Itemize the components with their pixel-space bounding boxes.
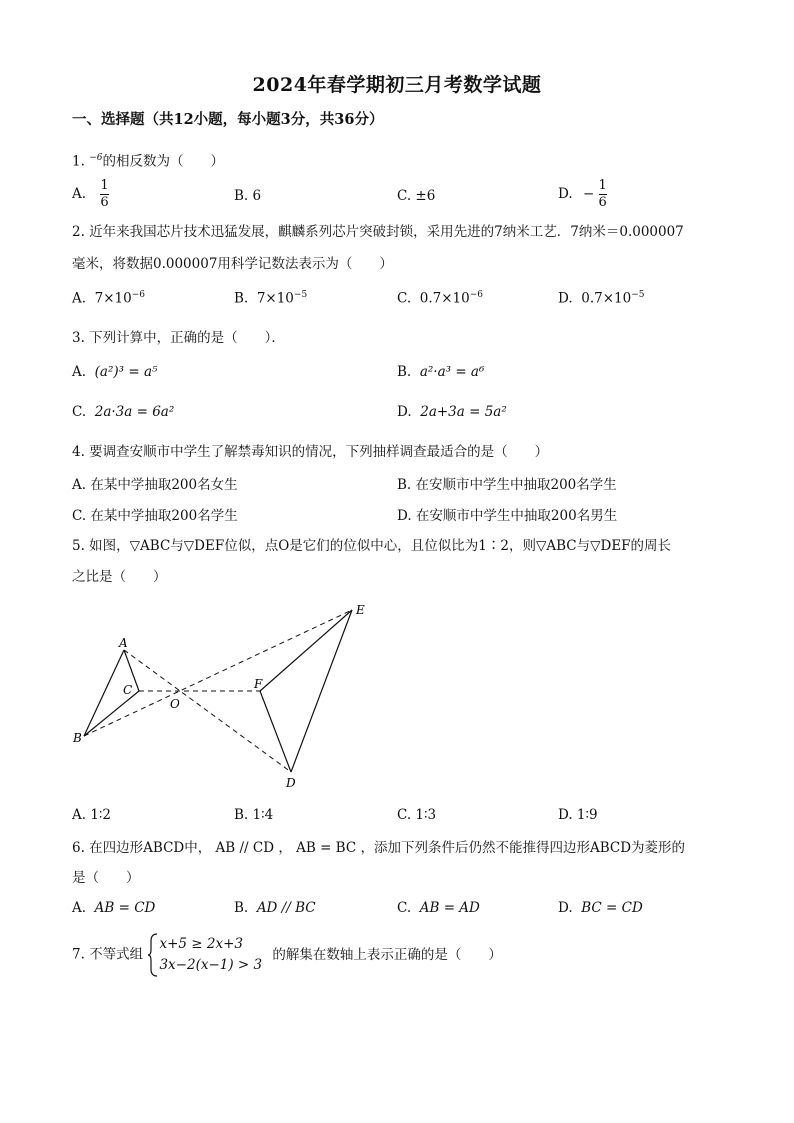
option-label: A. — [72, 364, 87, 380]
option-label: D. — [558, 900, 573, 916]
q1-option-d[interactable] — [558, 178, 607, 211]
option-expression: (a²)³ = a⁵ — [94, 364, 158, 380]
fraction — [599, 178, 607, 211]
option-label: A. — [72, 186, 87, 202]
section-heading-choice: 一、选择题（共12小题，每小题3分，共36分） — [72, 111, 384, 128]
q4-option-c[interactable]: C. 在某中学抽取200名学生 — [72, 508, 238, 524]
segment-fe — [260, 610, 352, 691]
label-b: B — [73, 731, 82, 745]
option-label: B. — [234, 290, 249, 307]
option-base: 0.7×10 — [419, 290, 470, 307]
q5-option-c[interactable]: C. 1∶3 — [397, 807, 437, 823]
option-expression: a²·a³ = a⁶ — [419, 364, 485, 380]
question-text: 的相反数为（ ） — [102, 153, 224, 170]
label-c: C — [123, 683, 133, 697]
q1-option-b[interactable]: B. 6 — [234, 188, 262, 204]
label-d: D — [286, 776, 296, 790]
question-suffix: 的解集在数轴上表示正确的是（ ） — [272, 946, 502, 963]
brace-icon — [147, 933, 159, 977]
option-base: 7×10 — [256, 290, 294, 307]
q2-option-a[interactable] — [72, 290, 145, 307]
dashed-line-ad — [124, 650, 291, 772]
question-5-line-2: 之比是（ ） — [72, 569, 167, 585]
q3-option-c[interactable] — [72, 404, 174, 420]
option-label: D. — [558, 290, 573, 307]
question-7 — [72, 933, 502, 977]
denominator: 6 — [598, 195, 607, 210]
inequality-2: 3x−2(x−1) > 3 — [159, 957, 263, 973]
option-label: B. — [234, 900, 249, 916]
inequality-lines — [159, 934, 262, 976]
option-expression: AD // BC — [256, 900, 316, 916]
option-expression: 2a·3a = 6a² — [94, 404, 175, 420]
option-exponent: −5 — [293, 290, 308, 300]
question-4: 4. 要调查安顺市中学生了解禁毒知识的情况，下列抽样调查最适合的是（ ） — [72, 444, 549, 460]
segment-bc — [84, 691, 139, 736]
fraction — [100, 178, 108, 211]
option-label: B. — [397, 364, 412, 380]
question-number: 1. — [72, 153, 85, 170]
q1-option-a[interactable] — [72, 178, 109, 211]
denominator: 6 — [100, 195, 109, 210]
minus-sign: − — [582, 186, 595, 202]
q1-option-c[interactable]: C. ±6 — [397, 188, 436, 204]
label-o: O — [170, 697, 180, 711]
question-5-line-1: 5. 如图，▽ABC与▽DEF位似，点O是它们的位似中心，且位似比为1∶2，则▽ABC与▽DEF的周长 — [72, 538, 672, 554]
question-prefix: 7. 不等式组 — [72, 946, 144, 963]
q3-option-a[interactable] — [72, 364, 157, 380]
q6-option-b[interactable] — [234, 900, 316, 916]
option-label: D. — [397, 404, 412, 420]
q6-option-c[interactable] — [397, 900, 480, 916]
option-expression: AB = CD — [94, 900, 156, 916]
q4-option-a[interactable]: A. 在某中学抽取200名女生 — [72, 477, 238, 493]
q6-option-a[interactable] — [72, 900, 155, 916]
segment-fd — [260, 691, 291, 772]
q6-option-d[interactable] — [558, 900, 643, 916]
option-expression: 2a+3a = 5a² — [420, 404, 507, 420]
question-6-line-2: 是（ ） — [72, 870, 140, 886]
q5-option-d[interactable]: D. 1∶9 — [558, 807, 598, 823]
option-exponent: −6 — [469, 290, 483, 300]
q4-option-b[interactable]: B. 在安顺市中学生中抽取200名学生 — [397, 477, 617, 493]
question-6-line-1: 6. 在四边形ABCD中， AB // CD ， AB = BC ，添加下列条件后仍然不能推得四边形ABCD为菱形的 — [72, 840, 686, 856]
option-label: D. — [558, 186, 573, 202]
question-1 — [72, 148, 224, 172]
similar-triangles-figure — [60, 596, 390, 796]
option-base: 7×10 — [94, 290, 132, 307]
option-label: A. — [72, 290, 87, 307]
question-3: 3. 下列计算中，正确的是（ ）． — [72, 330, 285, 346]
option-expression: BC = CD — [581, 900, 643, 916]
option-exponent: −6 — [131, 290, 146, 300]
question-2-line-2: 毫米，将数据0.000007用科学记数法表示为（ ） — [72, 256, 393, 272]
segment-ab — [84, 650, 124, 736]
label-a: A — [119, 636, 128, 650]
q5-option-a[interactable]: A. 1∶2 — [72, 807, 112, 823]
inequality-1: x+5 ≥ 2x+3 — [159, 936, 243, 952]
q2-option-b[interactable] — [234, 290, 307, 307]
option-label: C. — [72, 404, 87, 420]
option-label: C. — [397, 290, 412, 307]
q2-option-d[interactable] — [558, 290, 644, 307]
option-exponent: −5 — [631, 290, 645, 300]
numerator: 1 — [598, 178, 607, 193]
question-2-line-1: 2. 近年来我国芯片技术迅猛发展，麒麟系列芯片突破封锁，采用先进的7纳米工艺．7纳米＝0.000007 — [72, 224, 684, 240]
inequality-system — [147, 933, 262, 977]
question-expression: −6 — [89, 153, 103, 163]
numerator: 1 — [100, 178, 109, 193]
q3-option-b[interactable] — [397, 364, 484, 380]
q5-option-b[interactable]: B. 1∶4 — [234, 807, 274, 823]
option-base: 0.7×10 — [581, 290, 632, 307]
option-label: A. — [72, 900, 87, 916]
option-label: C. — [397, 900, 412, 916]
q4-option-d[interactable]: D. 在安顺市中学生中抽取200名男生 — [397, 508, 618, 524]
q2-option-c[interactable] — [397, 290, 483, 307]
label-e: E — [356, 603, 365, 617]
label-f: F — [254, 677, 263, 691]
q3-option-d[interactable] — [397, 404, 507, 420]
option-expression: AB = AD — [419, 900, 480, 916]
page-title: 2024年春学期初三月考数学试题 — [252, 74, 542, 96]
